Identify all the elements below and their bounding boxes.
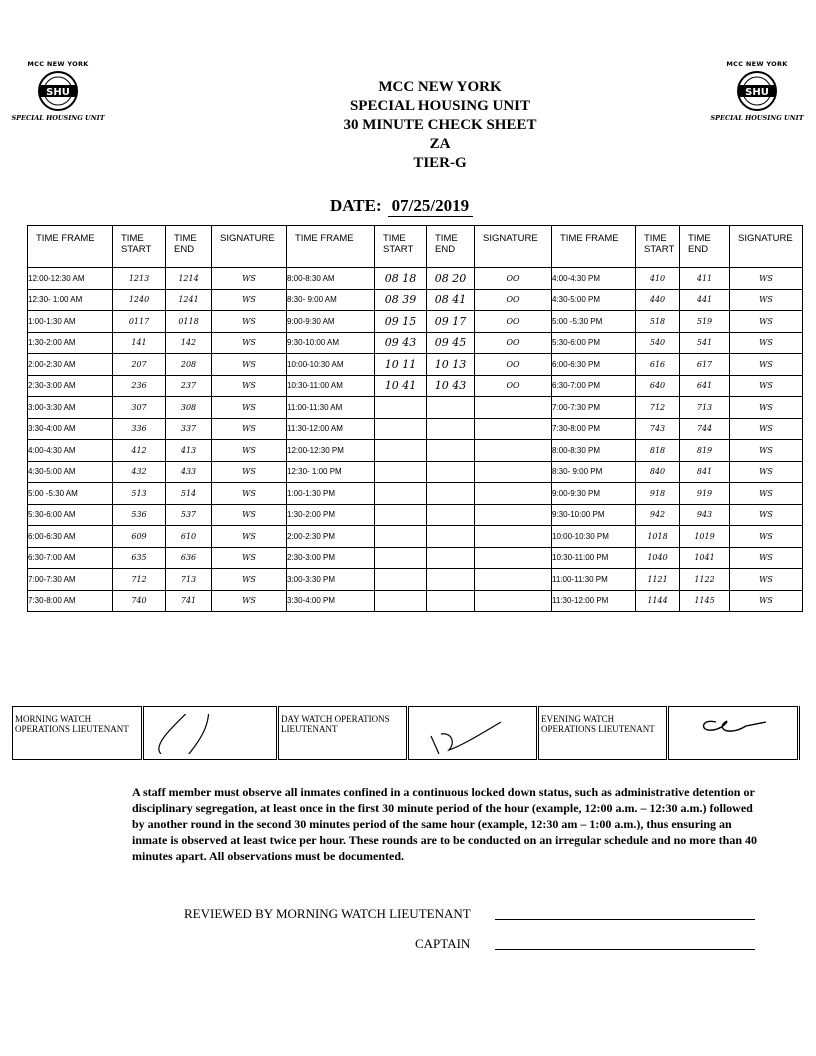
time-start-cell: 616 <box>636 354 680 376</box>
time-end-cell: 636 <box>166 547 212 569</box>
signature-cell <box>475 504 552 526</box>
signature-cell: WS <box>212 311 287 333</box>
time-start-cell: 1018 <box>636 526 680 548</box>
signature-cell <box>475 440 552 462</box>
time-start-cell <box>375 397 427 419</box>
col-header-signature: SIGNATURE <box>475 226 552 268</box>
table-row <box>28 569 803 591</box>
left-logo-bottom-text: SPECIAL HOUSING UNIT <box>11 114 105 122</box>
time-end-cell: 610 <box>166 526 212 548</box>
time-end-cell <box>427 504 475 526</box>
time-start-cell: 0117 <box>113 311 166 333</box>
signature-cell: WS <box>730 504 803 526</box>
time-start-cell: 09 15 <box>375 311 427 333</box>
shu-seal-icon <box>37 70 79 112</box>
time-start-cell: 207 <box>113 354 166 376</box>
time-end-cell: 514 <box>166 483 212 505</box>
time-frame-cell: 2:00-2:30 AM <box>28 354 113 376</box>
signature-cell: WS <box>212 289 287 311</box>
time-end-cell: 411 <box>680 268 730 290</box>
time-frame-cell: 9:00-9:30 PM <box>552 483 636 505</box>
table-row <box>28 375 803 397</box>
signature-cell: WS <box>212 483 287 505</box>
captain-label: CAPTAIN <box>415 936 471 951</box>
signature-cell: WS <box>730 547 803 569</box>
time-frame-cell: 1:00-1:30 PM <box>287 483 375 505</box>
time-frame-cell: 6:30-7:00 AM <box>28 547 113 569</box>
time-start-cell <box>375 504 427 526</box>
col-header-signature: SIGNATURE <box>212 226 287 268</box>
col-header-time-start: TIME START <box>113 226 166 268</box>
time-start-cell: 513 <box>113 483 166 505</box>
time-start-cell: 818 <box>636 440 680 462</box>
time-frame-cell: 12:30- 1:00 PM <box>287 461 375 483</box>
signature-cell: WS <box>212 590 287 612</box>
header-row <box>28 226 803 268</box>
time-frame-cell: 10:30-11:00 PM <box>552 547 636 569</box>
time-end-cell: 841 <box>680 461 730 483</box>
table-row <box>28 483 803 505</box>
lieutenant-signatures <box>12 706 800 760</box>
time-frame-cell: 8:00-8:30 AM <box>287 268 375 290</box>
time-start-cell <box>375 418 427 440</box>
table-row <box>28 397 803 419</box>
time-frame-cell: 3:00-3:30 PM <box>287 569 375 591</box>
signature-scribble-icon <box>411 714 531 754</box>
time-end-cell: 713 <box>166 569 212 591</box>
time-frame-cell: 4:00-4:30 AM <box>28 440 113 462</box>
table-row <box>28 268 803 290</box>
time-end-cell <box>427 526 475 548</box>
time-frame-cell: 1:30-2:00 AM <box>28 332 113 354</box>
signature-cell: WS <box>212 354 287 376</box>
time-end-cell: 142 <box>166 332 212 354</box>
signature-cell: WS <box>730 483 803 505</box>
signature-cell <box>475 418 552 440</box>
time-start-cell <box>375 461 427 483</box>
time-start-cell <box>375 440 427 462</box>
signature-cell <box>475 590 552 612</box>
table-row <box>28 461 803 483</box>
time-frame-cell: 6:00-6:30 AM <box>28 526 113 548</box>
signature-cell: WS <box>730 461 803 483</box>
time-end-cell: 1241 <box>166 289 212 311</box>
time-frame-cell: 4:30-5:00 PM <box>552 289 636 311</box>
signature-cell: WS <box>212 418 287 440</box>
time-start-cell: 412 <box>113 440 166 462</box>
time-start-cell: 942 <box>636 504 680 526</box>
morning-watch-signature <box>143 707 278 760</box>
instructions-paragraph: A staff member must observe all inmates confined in a continuous locked down status, such as administrative detention or disciplinary segregation, at least once in the first 30 minute period of the hour (example, 12:00 a.m. – 12:30 a.m.) followed by another round in the second 30 minutes period of the same hour (example, 12:30 am – 1:00 a.m.), thus ensuring an inmate is observed at least twice per hour. These rounds are to be conducted on an irregular schedule and no more than 40 minutes apart. All observations must be documented. <box>132 785 758 863</box>
signature-cell: OO <box>475 268 552 290</box>
col-header-time-end: TIME END <box>427 226 475 268</box>
left-logo <box>8 60 108 122</box>
col-header-signature: SIGNATURE <box>730 226 803 268</box>
time-end-cell: 09 17 <box>427 311 475 333</box>
time-start-cell: 635 <box>113 547 166 569</box>
time-frame-cell: 11:00-11:30 AM <box>287 397 375 419</box>
signature-cell <box>475 397 552 419</box>
signature-cell: WS <box>730 354 803 376</box>
title-line-5: TIER-G <box>413 155 467 171</box>
shu-seal-icon <box>736 70 778 112</box>
time-start-cell: 08 39 <box>375 289 427 311</box>
time-end-cell: 337 <box>166 418 212 440</box>
signature-cell: WS <box>212 461 287 483</box>
signature-cell: WS <box>212 268 287 290</box>
check-table-body <box>28 268 803 612</box>
signature-cell: WS <box>212 569 287 591</box>
time-start-cell: 440 <box>636 289 680 311</box>
time-end-cell: 1122 <box>680 569 730 591</box>
time-frame-cell: 1:00-1:30 AM <box>28 311 113 333</box>
time-frame-cell: 5:30-6:00 PM <box>552 332 636 354</box>
time-end-cell: 541 <box>680 332 730 354</box>
time-end-cell: 713 <box>680 397 730 419</box>
time-frame-cell: 10:30-11:00 AM <box>287 375 375 397</box>
reviewed-by-label: REVIEWED BY MORNING WATCH LIEUTENANT <box>184 906 471 921</box>
time-end-cell: 10 13 <box>427 354 475 376</box>
table-row <box>28 590 803 612</box>
right-logo-bottom-text: SPECIAL HOUSING UNIT <box>710 114 804 122</box>
time-frame-cell: 8:30- 9:00 PM <box>552 461 636 483</box>
table-row <box>28 547 803 569</box>
right-logo <box>707 60 807 122</box>
time-end-cell <box>427 397 475 419</box>
time-start-cell: 141 <box>113 332 166 354</box>
table-row <box>28 289 803 311</box>
time-start-cell: 432 <box>113 461 166 483</box>
time-end-cell <box>427 569 475 591</box>
time-end-cell: 537 <box>166 504 212 526</box>
table-row <box>28 504 803 526</box>
time-frame-cell: 11:00-11:30 PM <box>552 569 636 591</box>
time-start-cell: 10 11 <box>375 354 427 376</box>
time-end-cell <box>427 440 475 462</box>
time-frame-cell: 10:00-10:30 PM <box>552 526 636 548</box>
signature-cell: WS <box>730 375 803 397</box>
time-start-cell <box>375 483 427 505</box>
time-end-cell <box>427 461 475 483</box>
time-frame-cell: 2:30-3:00 AM <box>28 375 113 397</box>
signature-cell: WS <box>730 311 803 333</box>
signature-cell <box>475 483 552 505</box>
time-frame-cell: 2:00-2:30 PM <box>287 526 375 548</box>
time-start-cell: 540 <box>636 332 680 354</box>
left-logo-top-text: MCC NEW YORK <box>27 60 89 68</box>
time-frame-cell: 11:30-12:00 AM <box>287 418 375 440</box>
evening-watch-signature <box>668 707 799 760</box>
reviewed-by-line <box>495 919 755 920</box>
time-frame-cell: 5:30-6:00 AM <box>28 504 113 526</box>
time-frame-cell: 7:00-7:30 PM <box>552 397 636 419</box>
time-start-cell: 536 <box>113 504 166 526</box>
time-frame-cell: 4:30-5:00 AM <box>28 461 113 483</box>
time-start-cell: 840 <box>636 461 680 483</box>
signature-scribble-icon <box>146 714 266 754</box>
signature-cell: OO <box>475 289 552 311</box>
time-frame-cell: 12:00-12:30 AM <box>28 268 113 290</box>
table-row <box>28 354 803 376</box>
time-frame-cell: 3:00-3:30 AM <box>28 397 113 419</box>
time-frame-cell: 9:00-9:30 AM <box>287 311 375 333</box>
time-frame-cell: 4:00-4:30 PM <box>552 268 636 290</box>
signature-cell: WS <box>730 526 803 548</box>
time-end-cell: 433 <box>166 461 212 483</box>
time-start-cell: 410 <box>636 268 680 290</box>
time-start-cell <box>375 547 427 569</box>
time-frame-cell: 11:30-12:00 PM <box>552 590 636 612</box>
time-frame-cell: 9:30-10:00 AM <box>287 332 375 354</box>
time-frame-cell: 5:00 -5:30 PM <box>552 311 636 333</box>
table-row <box>28 526 803 548</box>
signature-cell: OO <box>475 375 552 397</box>
time-end-cell: 413 <box>166 440 212 462</box>
signature-cell: OO <box>475 311 552 333</box>
time-start-cell: 08 18 <box>375 268 427 290</box>
col-header-time-frame: TIME FRAME <box>287 226 375 268</box>
day-watch-label: DAY WATCH OPERATIONS LIEUTENANT <box>278 707 408 760</box>
title-line-4: ZA <box>429 136 451 152</box>
time-end-cell <box>427 483 475 505</box>
time-start-cell: 712 <box>636 397 680 419</box>
time-frame-cell: 10:00-10:30 AM <box>287 354 375 376</box>
time-start-cell: 336 <box>113 418 166 440</box>
title-line-1: MCC NEW YORK <box>378 79 502 95</box>
date-label: DATE: <box>330 196 382 215</box>
time-frame-cell: 7:00-7:30 AM <box>28 569 113 591</box>
time-end-cell: 819 <box>680 440 730 462</box>
table-row <box>28 440 803 462</box>
time-end-cell: 237 <box>166 375 212 397</box>
time-start-cell: 609 <box>113 526 166 548</box>
col-header-time-frame: TIME FRAME <box>28 226 113 268</box>
table-row <box>28 332 803 354</box>
signature-cell: WS <box>730 590 803 612</box>
time-start-cell: 09 43 <box>375 332 427 354</box>
title-line-2: SPECIAL HOUSING UNIT <box>349 98 531 114</box>
time-frame-cell: 1:30-2:00 PM <box>287 504 375 526</box>
table-row <box>28 418 803 440</box>
signature-cell: WS <box>212 526 287 548</box>
time-start-cell: 518 <box>636 311 680 333</box>
time-start-cell: 1240 <box>113 289 166 311</box>
time-end-cell <box>427 590 475 612</box>
time-frame-cell: 8:30- 9:00 AM <box>287 289 375 311</box>
time-frame-cell: 12:30- 1:00 AM <box>28 289 113 311</box>
time-end-cell <box>427 418 475 440</box>
time-end-cell: 641 <box>680 375 730 397</box>
signature-cell: WS <box>212 397 287 419</box>
right-logo-top-text: MCC NEW YORK <box>726 60 788 68</box>
time-end-cell: 744 <box>680 418 730 440</box>
col-header-time-frame: TIME FRAME <box>552 226 636 268</box>
col-header-time-end: TIME END <box>166 226 212 268</box>
col-header-time-start: TIME START <box>636 226 680 268</box>
time-end-cell: 741 <box>166 590 212 612</box>
day-watch-signature <box>408 707 538 760</box>
time-start-cell: 1213 <box>113 268 166 290</box>
signature-cell: WS <box>730 440 803 462</box>
signature-cell: WS <box>730 268 803 290</box>
time-start-cell <box>375 569 427 591</box>
signature-cell: WS <box>212 440 287 462</box>
title-line-3: 30 MINUTE CHECK SHEET <box>343 117 537 133</box>
time-start-cell: 307 <box>113 397 166 419</box>
time-end-cell: 441 <box>680 289 730 311</box>
signature-cell: WS <box>730 332 803 354</box>
time-end-cell: 09 45 <box>427 332 475 354</box>
time-frame-cell: 7:30-8:00 PM <box>552 418 636 440</box>
date-field <box>330 196 473 217</box>
time-frame-cell: 3:30-4:00 AM <box>28 418 113 440</box>
time-end-cell: 1041 <box>680 547 730 569</box>
time-start-cell <box>375 526 427 548</box>
time-frame-cell: 7:30-8:00 AM <box>28 590 113 612</box>
signature-cell <box>475 547 552 569</box>
time-frame-cell: 8:00-8:30 PM <box>552 440 636 462</box>
time-frame-cell: 9:30-10:00 PM <box>552 504 636 526</box>
time-end-cell: 08 20 <box>427 268 475 290</box>
captain-line <box>495 949 755 950</box>
signature-scribble-icon <box>671 714 791 754</box>
signature-cell <box>475 526 552 548</box>
time-start-cell: 918 <box>636 483 680 505</box>
time-start-cell <box>375 590 427 612</box>
time-start-cell: 743 <box>636 418 680 440</box>
time-frame-cell: 3:30-4:00 PM <box>287 590 375 612</box>
time-end-cell: 617 <box>680 354 730 376</box>
time-start-cell: 1121 <box>636 569 680 591</box>
signature-cell: WS <box>730 289 803 311</box>
signature-cell: WS <box>212 332 287 354</box>
time-end-cell: 308 <box>166 397 212 419</box>
signature-cell <box>475 569 552 591</box>
signature-cell: WS <box>730 397 803 419</box>
time-end-cell <box>427 547 475 569</box>
time-start-cell: 712 <box>113 569 166 591</box>
time-frame-cell: 5:00 -5:30 AM <box>28 483 113 505</box>
right-logo-seal-text: SHU <box>745 87 769 98</box>
time-end-cell: 519 <box>680 311 730 333</box>
page-title <box>290 78 590 173</box>
time-frame-cell: 6:00-6:30 PM <box>552 354 636 376</box>
check-table <box>27 225 803 612</box>
time-start-cell: 10 41 <box>375 375 427 397</box>
time-end-cell: 208 <box>166 354 212 376</box>
morning-watch-label: MORNING WATCH OPERATIONS LIEUTENANT <box>13 707 143 760</box>
col-header-time-end: TIME END <box>680 226 730 268</box>
time-frame-cell: 12:00-12:30 PM <box>287 440 375 462</box>
evening-watch-label: EVENING WATCH OPERATIONS LIEUTENANT <box>538 707 668 760</box>
signature-cell <box>475 461 552 483</box>
signature-cell: WS <box>212 375 287 397</box>
time-start-cell: 1144 <box>636 590 680 612</box>
time-end-cell: 919 <box>680 483 730 505</box>
time-end-cell: 943 <box>680 504 730 526</box>
time-start-cell: 1040 <box>636 547 680 569</box>
signature-cell: WS <box>212 547 287 569</box>
left-logo-seal-text: SHU <box>46 87 70 98</box>
signature-cell: OO <box>475 354 552 376</box>
time-end-cell: 08 41 <box>427 289 475 311</box>
date-value: 07/25/2019 <box>388 196 473 217</box>
signature-cell: WS <box>730 569 803 591</box>
signature-cell: WS <box>730 418 803 440</box>
time-end-cell: 1214 <box>166 268 212 290</box>
time-end-cell: 1145 <box>680 590 730 612</box>
signature-cell: OO <box>475 332 552 354</box>
time-start-cell: 740 <box>113 590 166 612</box>
signature-cell: WS <box>212 504 287 526</box>
col-header-time-start: TIME START <box>375 226 427 268</box>
time-start-cell: 236 <box>113 375 166 397</box>
table-row <box>28 311 803 333</box>
time-frame-cell: 2:30-3:00 PM <box>287 547 375 569</box>
time-start-cell: 640 <box>636 375 680 397</box>
time-frame-cell: 6:30-7:00 PM <box>552 375 636 397</box>
time-end-cell: 0118 <box>166 311 212 333</box>
time-end-cell: 1019 <box>680 526 730 548</box>
time-end-cell: 10 43 <box>427 375 475 397</box>
